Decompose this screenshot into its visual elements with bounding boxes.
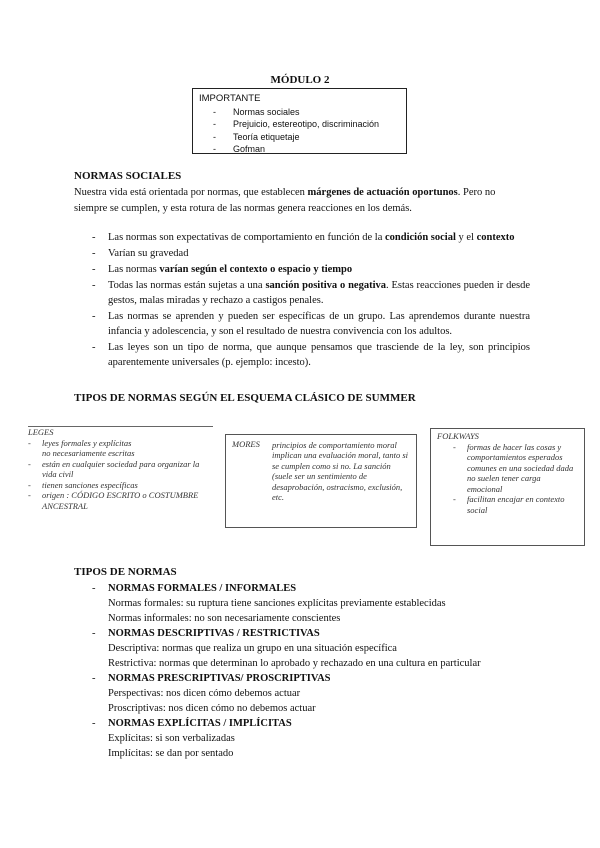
section-heading-tipos: TIPOS DE NORMAS	[74, 566, 177, 578]
mores-label: MORES	[232, 439, 260, 449]
important-list	[199, 106, 400, 156]
intro-paragraph: Nuestra vida está orientada por normas, que establecen márgenes de actuación oportunos. Pero no siempre se cumplen, y esta rotura de las normas genera reacciones en los demás.	[74, 187, 496, 214]
folkways-label: FOLKWAYS	[437, 431, 479, 441]
folkways-box	[430, 428, 585, 546]
norm-group: - NORMAS EXPLÍCITAS / IMPLÍCITAS	[92, 718, 292, 729]
list-item: - Gofman	[213, 144, 266, 154]
norm-line: Explícitas: si son verbalizadas	[108, 733, 235, 744]
norm-line: Normas informales: no son necesariamente conscientes	[108, 613, 341, 624]
list-item: - Prejuicio, estereotipo, discriminación	[213, 119, 380, 129]
list-item: - están en cualquier sociedad para organizar la vida civil	[28, 458, 200, 479]
list-item: - Las normas son expectativas de comportamiento en función de la condición social y el contexto	[92, 232, 515, 243]
leges-box	[28, 426, 213, 522]
norm-line: Perspectivas: nos dicen cómo debemos actuar	[108, 688, 301, 699]
norm-line: Normas formales: su ruptura tiene sanciones explícitas previamente establecidas	[108, 598, 446, 609]
list-item: - Normas sociales	[213, 106, 300, 117]
important-heading: IMPORTANTE	[199, 93, 261, 104]
list-item: - origen : CÓDIGO ESCRITO o COSTUMBRE ANCESTRAL	[28, 490, 199, 511]
leges-label: LEGES	[28, 427, 54, 437]
list-item: - Las leyes son un tipo de norma, que aunque pensamos que trasciende de la ley, son principios aparentemente universales (p. ejemplo: incesto).	[92, 342, 530, 368]
norm-line: Proscriptivas: nos dicen cómo no debemos actuar	[108, 703, 316, 714]
list-item: no suelen tener carga emocional	[467, 473, 541, 494]
list-item: - Las normas varían según el contexto o espacio y tiempo	[92, 264, 353, 275]
list-item: - Varían su gravedad	[92, 248, 189, 259]
list-item: comunes en una sociedad dada	[467, 462, 574, 473]
list-item: - Las normas se aprenden y pueden ser específicas de un grupo. Las aprendemos durante nuestra infancia y adolescencia, y son el resultado de nuestra convivencia con los adultos.	[92, 311, 530, 337]
section-heading-summer: TIPOS DE NORMAS SEGÚN EL ESQUEMA CLÁSICO DE SUMMER	[74, 392, 416, 404]
list-item: no necesariamente escritas	[42, 448, 135, 458]
mores-text: principios de comportamiento moral implican una evaluación moral, tanto si se cumplen como si no. La sanción (suele ser un sentimiento de desaprobación, ostracismo, exclusión, etc.	[272, 439, 408, 502]
list-item: - tienen sanciones específicas	[28, 479, 138, 490]
norm-group: - NORMAS PRESCRIPTIVAS/ PROSCRIPTIVAS	[92, 673, 331, 684]
norm-line: Implícitas: se dan por sentado	[108, 748, 234, 759]
list-item: - Teoría etiquetaje	[213, 131, 300, 142]
norm-group: - NORMAS FORMALES / INFORMALES	[92, 583, 297, 594]
norm-line: Restrictiva: normas que determinan lo aprobado y rechazado en una cultura en particular	[108, 658, 481, 669]
normas-bullet-list	[92, 230, 530, 371]
section-heading-normas-sociales: NORMAS SOCIALES	[74, 170, 182, 182]
list-item: - Todas las normas están sujetas a una sanción positiva o negativa. Estas reacciones pueden ir desde gestos, malas miradas y rechazo a castigos penales.	[92, 280, 531, 306]
list-item: - formas de hacer las cosas y comportamientos esperados	[453, 441, 563, 462]
list-item: - facilitan encajar en contexto social	[453, 494, 565, 515]
list-item: - leyes formales y explícitas	[28, 437, 132, 448]
page-title: MÓDULO 2	[270, 74, 330, 86]
tipos-normas-section	[74, 565, 481, 761]
norm-line: Descriptiva: normas que realiza un grupo en una situación específica	[108, 643, 397, 654]
mores-box	[225, 434, 417, 528]
norm-group: - NORMAS DESCRIPTIVAS / RESTRICTIVAS	[92, 628, 320, 639]
important-box	[192, 88, 407, 154]
